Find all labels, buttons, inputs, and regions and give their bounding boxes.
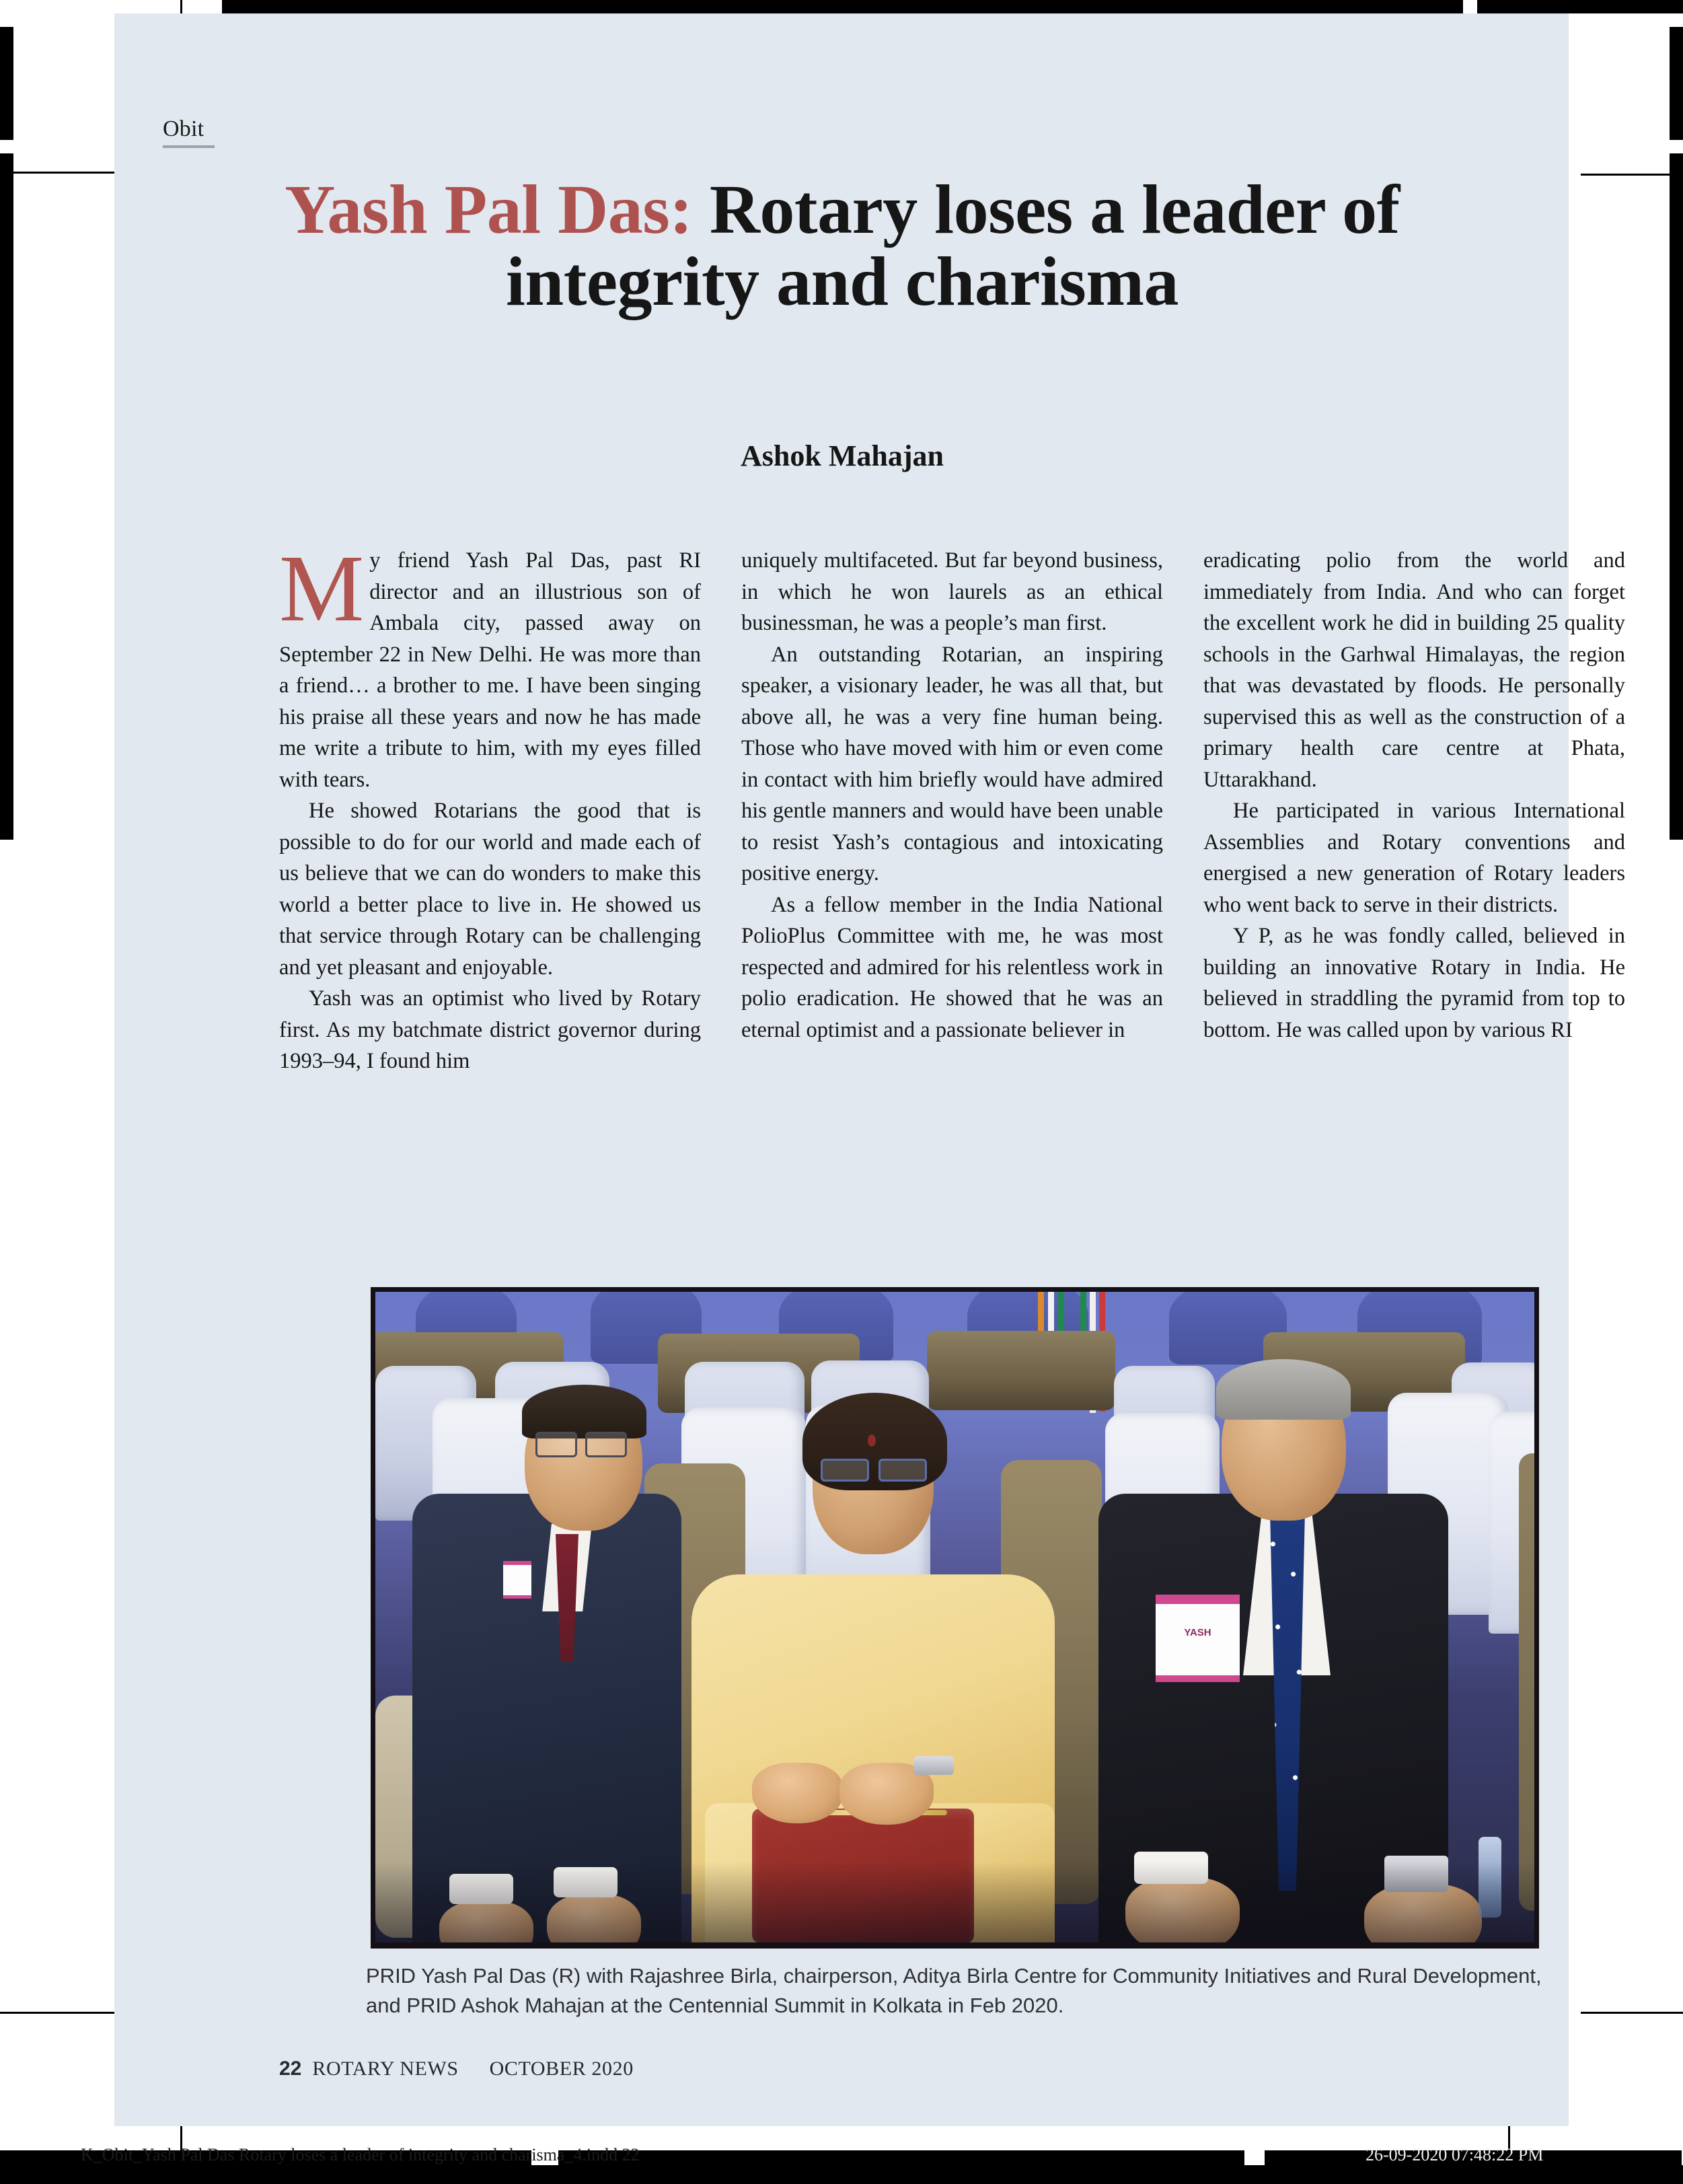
headline-rest: Rotary loses a leader of integrity and charisma [505, 171, 1400, 321]
article-column-3 [1203, 545, 1625, 1077]
publication-name: ROTARY NEWS [312, 2058, 459, 2080]
bracelet [913, 1756, 954, 1775]
page-number: 22 [279, 2058, 302, 2080]
paragraph: eradicating polio from the world and immediately from India. And who can forget the excellent work he did in building 25 quality schools in the Garhwal Himalayas, the region that was devastated by floods. He personally supervised this as well as the construction of a primary health care centre at Phata, Uttarakhand. [1203, 548, 1625, 792]
page-sheet [114, 13, 1625, 2126]
article-column-2 [741, 545, 1163, 1077]
paragraph: He participated in various International Assemblies and Rotary conventions and energised a new generation of Rotary leaders who went back to serve in their districts. [1203, 799, 1625, 917]
drop-cap: M [279, 535, 365, 641]
article-body [279, 535, 1626, 1077]
paragraph: As a fellow member in the India National PolioPlus Committee with me, he was most respected and admired for his relentless work in polio eradication. He showed that he was an eternal optimist and a passionate believer in [741, 892, 1163, 1042]
bleed-bar-right-upper [1670, 27, 1683, 140]
eyeglasses [821, 1459, 869, 1482]
print-slug-filename: K_Obit_Yash Pal Das Rotary loses a leader of integrity and charisma_4.indd 22 [81, 2145, 640, 2164]
paragraph: uniquely multifaceted. But far beyond business, in which he won laurels as an ethical businessman, he was a people’s man first. [741, 548, 1163, 635]
bindi [868, 1434, 876, 1447]
article-photo-frame [371, 1287, 1539, 1949]
paragraph [279, 535, 701, 795]
hand [752, 1763, 843, 1823]
paragraph: An outstanding Rotarian, an inspiring speaker, a visionary leader, he was all that, but above all, he was a very fine human being. Those who have moved with him or even come in contact with him briefly would have admired his gentle manners and would have been unable to resist Yash’s contagious and intoxicating positive energy. [741, 642, 1163, 885]
bleed-bar-top [222, 0, 1463, 13]
hair [1216, 1359, 1351, 1420]
eyeglasses [878, 1459, 927, 1482]
page-title [163, 171, 1522, 321]
kicker-label: Obit [163, 116, 204, 141]
print-slug-timestamp: 26-09-2020 07:48:22 PM [1366, 2145, 1544, 2164]
section-kicker [163, 118, 338, 148]
article-photo [375, 1292, 1534, 1942]
crop-mark-bottom-right-horizontal [1581, 2012, 1683, 2014]
name-badge-text: YASH [1184, 1627, 1211, 1638]
issue-date: OCTOBER 2020 [489, 2058, 634, 2080]
paragraph-text: y friend Yash Pal Das, past RI director and an illustrious son of Ambala city, passed away on September 22 in New Delhi. He was more than a friend… a brother to me. I have been singing his praise all these years and now he has made me write a tribute to him, with my eyes filled with tears. [279, 548, 701, 792]
seat-back [927, 1331, 1115, 1410]
foreground-shadow [375, 1862, 1534, 1942]
eyeglasses [585, 1432, 627, 1457]
paragraph: Y P, as he was fondly called, believed in building an innovative Rotary in India. He believed in straddling the pyramid from top to bottom. He was called upon by various RI [1203, 924, 1625, 1042]
folio [279, 2058, 634, 2080]
byline: Ashok Mahajan [741, 439, 944, 472]
crop-mark-bottom-left-horizontal [0, 2012, 129, 2014]
bleed-bar-right-lower [1670, 153, 1683, 840]
kicker-rule [163, 145, 215, 148]
bleed-bar-footer [0, 2165, 1683, 2184]
photo-caption: PRID Yash Pal Das (R) with Rajashree Birla, chairperson, Aditya Birla Centre for Community Initiatives and Rural Development, and PRID Ashok Mahajan at the Centennial Summit in Kolkata in Feb 2020. [366, 1964, 1542, 2017]
seat-frame [1519, 1453, 1534, 1911]
bleed-bar-bottom-center [558, 2150, 1244, 2165]
name-badge [1156, 1595, 1240, 1682]
headline-name: Yash Pal Das: [285, 171, 693, 248]
paragraph: He showed Rotarians the good that is possible to do for our world and made each of us believe that we can do wonders to make this world a better place to live in. He showed us that service through Rotary can be challenging and yet pleasant and enjoyable. [279, 799, 701, 980]
hair [522, 1385, 646, 1439]
crop-mark-top-right-horizontal [1581, 174, 1683, 176]
bleed-bar-left-lower [0, 153, 13, 840]
article-column-1 [279, 535, 701, 1077]
lapel-pin [503, 1561, 531, 1599]
bleed-bar-left-upper [0, 27, 13, 140]
eyeglasses [535, 1432, 577, 1457]
crop-mark-top-left-horizontal [0, 172, 129, 174]
paragraph: Yash was an optimist who lived by Rotary first. As my batchmate district governor during 1993–94, I found him [279, 986, 701, 1073]
